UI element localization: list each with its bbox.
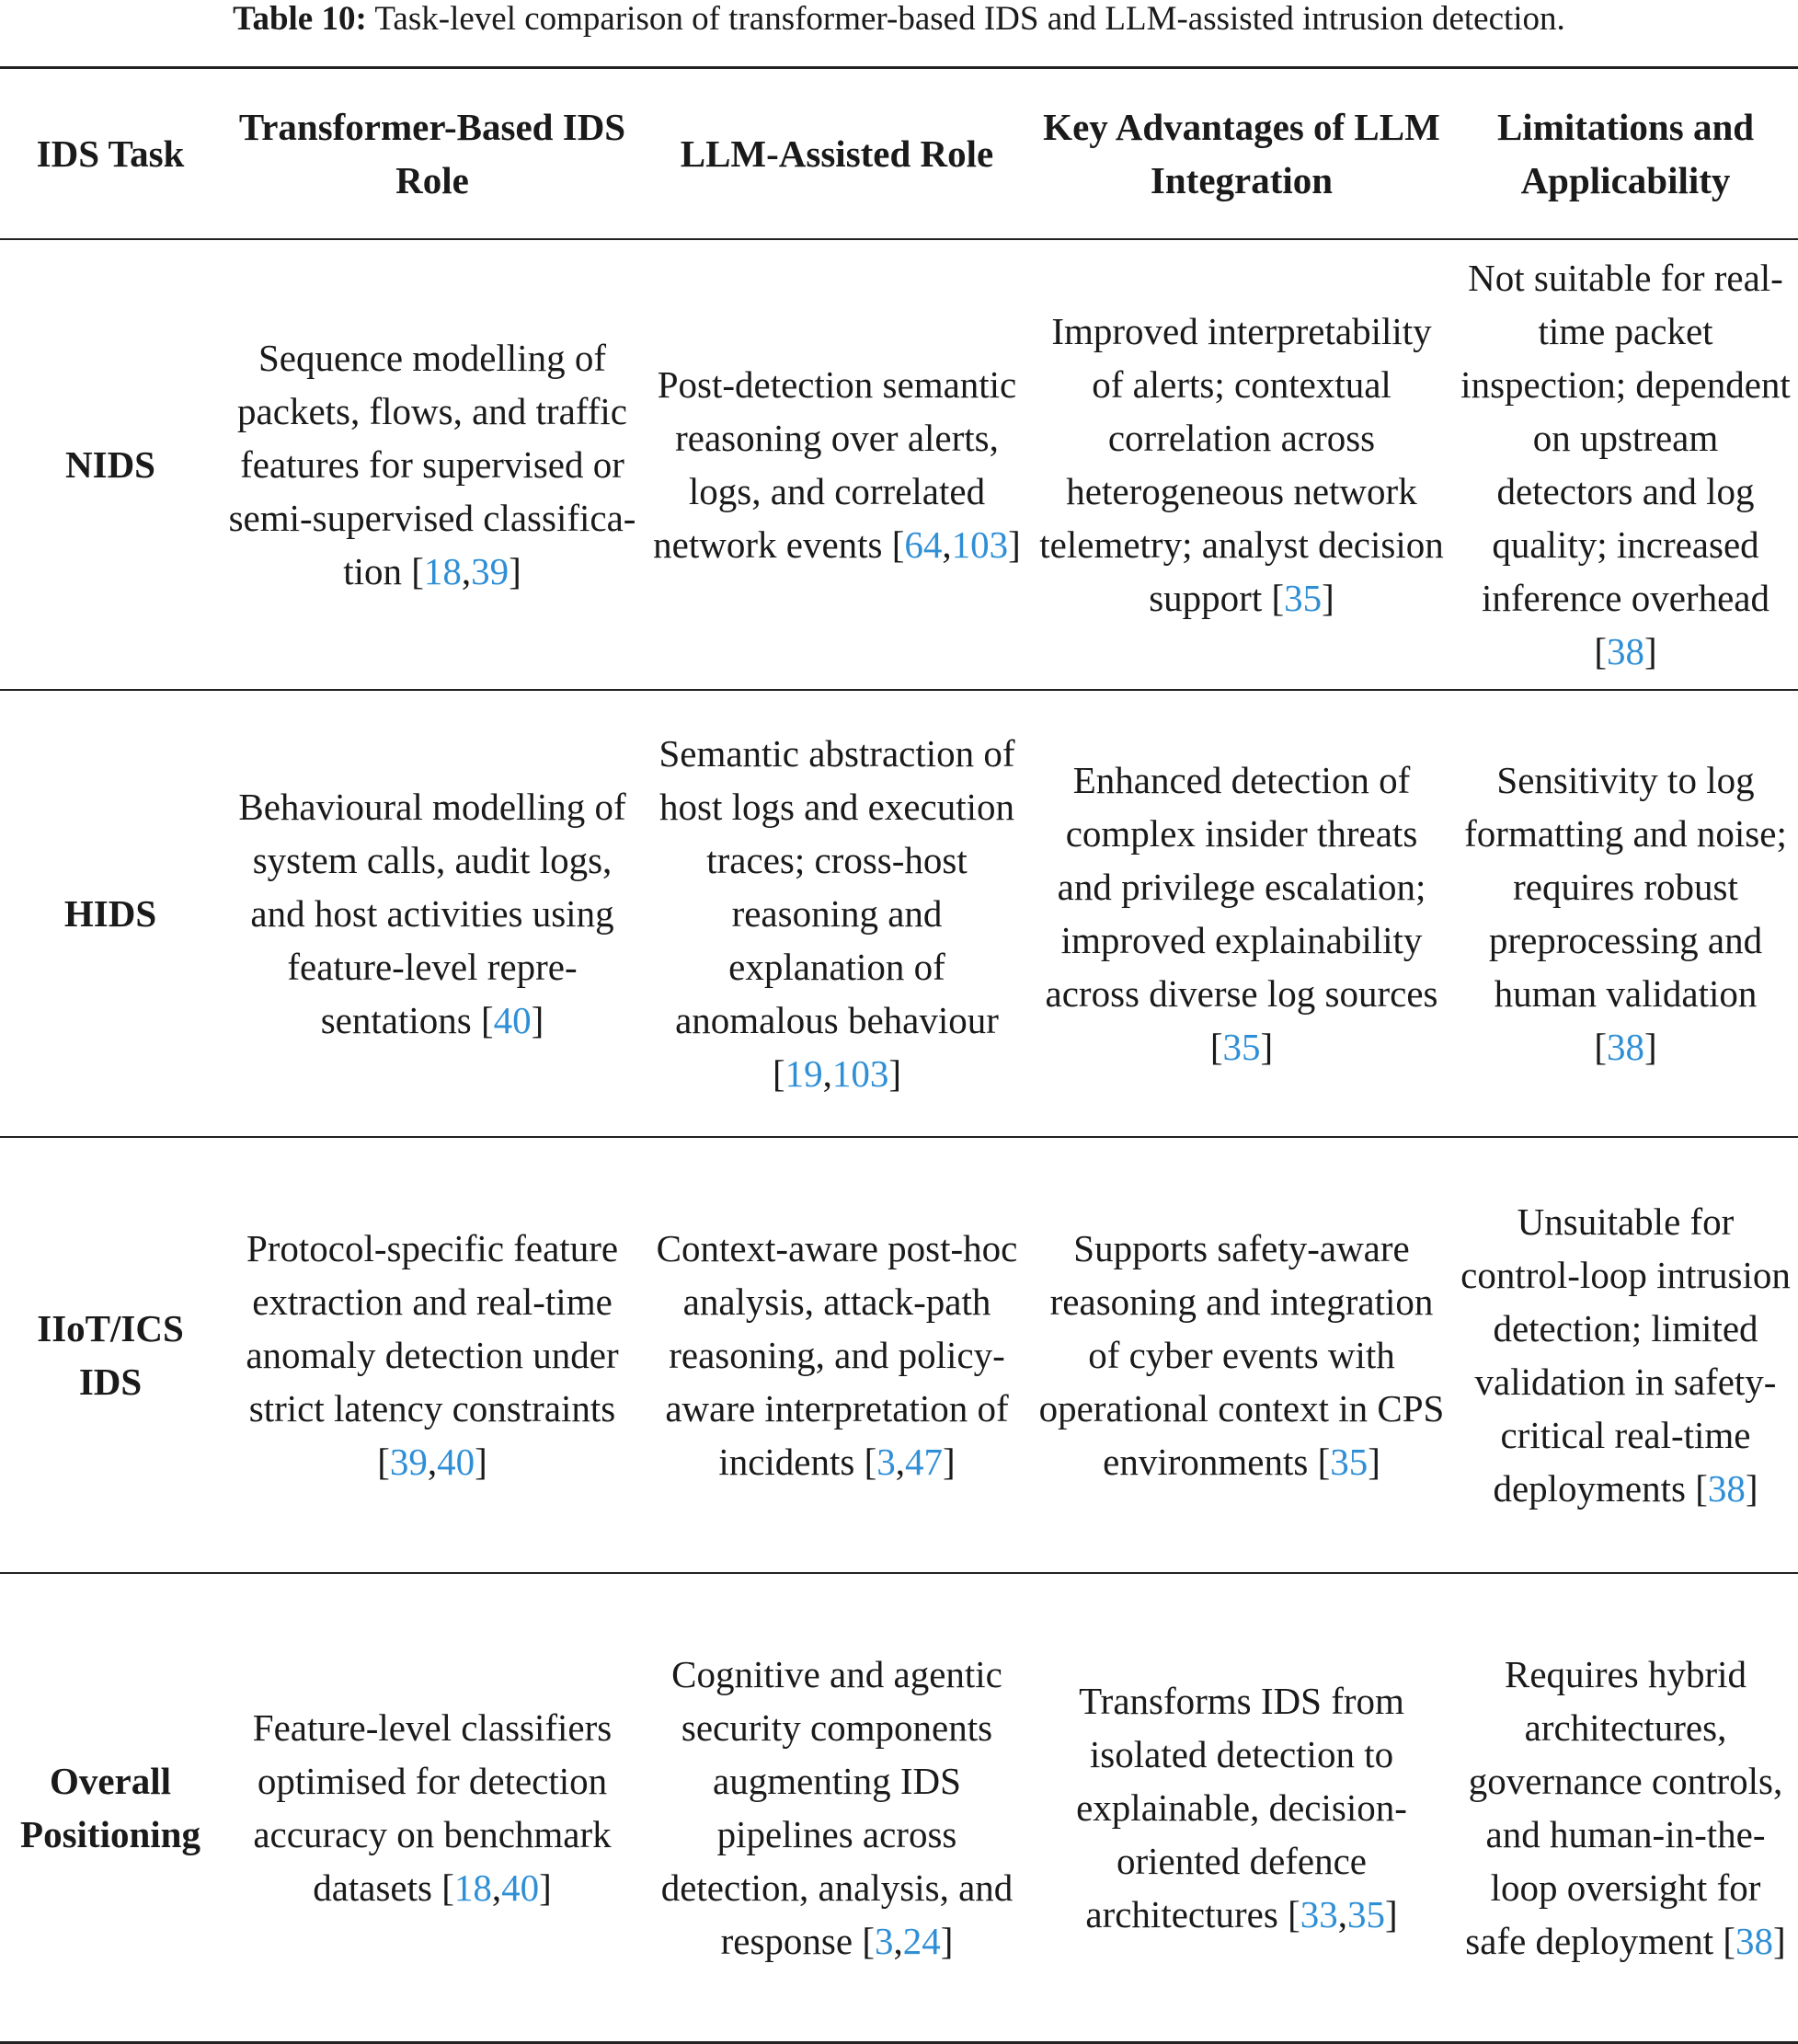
citation-link[interactable]: 35 — [1346, 1893, 1385, 1935]
citation-link[interactable]: 40 — [437, 1441, 475, 1483]
limitations-cell: Sensitivity to log formatting and noise; requires robust preprocessing and human validation [38] — [1464, 759, 1787, 1068]
cell-text: Sensitivity to log formatting and noise; requires robust preprocessing and human validation — [1464, 759, 1787, 1015]
caption-label: Table 10: — [233, 0, 367, 38]
citation-link[interactable]: 24 — [902, 1920, 941, 1962]
citation-link[interactable]: 19 — [784, 1052, 823, 1095]
llm-role-cell: Context-aware post-hoc analysis, attack-path reasoning, and policy-aware interpretation of incidents [3,47] — [656, 1227, 1018, 1483]
table-row — [0, 239, 1798, 690]
citation-link[interactable]: 47 — [905, 1441, 944, 1483]
advantages-cell: Supports safety-aware reasoning and integration of cyber events with operational context in CPS environments [35] — [1038, 1227, 1445, 1483]
cell-text: Unsuitable for control-loop intrusion detection; limited validation in safety-critical real-time deployments — [1460, 1200, 1791, 1510]
citation-link[interactable]: 35 — [1284, 577, 1323, 619]
llm-role-cell: Post-detection semantic reasoning over alerts, logs, and correlated network events [64,103] — [653, 363, 1021, 566]
cell-text: Protocol-specific feature extraction and real-time anomaly detection under strict latency constraints — [246, 1227, 619, 1430]
citation-link[interactable]: 38 — [1607, 630, 1644, 672]
cell-text: Supports safety-aware reasoning and integration of cyber events with operational context in CPS environments — [1038, 1227, 1445, 1483]
advantages-cell: Improved interpretability of alerts; contextual correlation across heterogeneous network telemetry; analyst decision support [35] — [1039, 310, 1444, 619]
citation-link[interactable]: 40 — [501, 1866, 540, 1909]
citation-link[interactable]: 40 — [493, 999, 532, 1041]
citation-link[interactable]: 18 — [453, 1866, 492, 1909]
cell-text: Not suitable for real-time packet inspection; dependent on upstream detectors and log quality; increased inference overhead — [1460, 257, 1791, 619]
citation-link[interactable]: 3 — [874, 1920, 894, 1962]
llm-role-cell: Cognitive and agentic security components augmenting IDS pipelines across detection, analysis, and response [3,24] — [660, 1653, 1014, 1962]
header-transformer-role: Transformer-Based IDS Role — [238, 106, 626, 201]
task-cell: IIoT/ICS IDS — [37, 1307, 184, 1403]
header-llm-role: LLM-Assisted Role — [680, 132, 994, 175]
transformer-role-cell: Sequence modelling of packets, flows, and traffic features for supervised or semi-supervised classifica-tion [18,39] — [228, 337, 636, 592]
table-row — [0, 690, 1798, 1137]
cell-text: Requires hybrid architectures, governance controls, and human-in-the-loop oversight for safe deployment — [1465, 1653, 1783, 1962]
citation-link[interactable]: 33 — [1300, 1893, 1338, 1935]
cell-text: Post-detection semantic reasoning over alerts, logs, and correlated network events — [653, 363, 1017, 566]
comparison-table-container — [0, 66, 1798, 2044]
task-cell: Overall Positioning — [20, 1760, 200, 1855]
citation-link[interactable]: 38 — [1607, 1026, 1644, 1068]
comparison-table — [0, 66, 1798, 2044]
advantages-cell: Transforms IDS from isolated detection to explainable, decision-oriented defence architectures [33,35] — [1076, 1680, 1407, 1935]
cell-text: Feature-level classifiers optimised for detection accuracy on benchmark datasets — [252, 1706, 613, 1909]
cell-text: Context-aware post-hoc analysis, attack-path reasoning, and policy-aware interpretation of incidents — [656, 1227, 1018, 1483]
citation-link[interactable]: 64 — [904, 523, 943, 566]
header-key-advantages: Key Advantages of LLM Integration — [1043, 106, 1440, 201]
transformer-role-cell: Feature-level classifiers optimised for detection accuracy on benchmark datasets [18,40] — [252, 1706, 613, 1909]
citation-link[interactable]: 103 — [951, 523, 1009, 566]
task-cell: NIDS — [65, 443, 155, 486]
citation-link[interactable]: 39 — [471, 550, 510, 592]
header-limitations: Limitations and Applicability — [1496, 106, 1755, 201]
transformer-role-cell: Behavioural modelling of system calls, audit logs, and host activities using feature-level repre-sentations [40] — [238, 786, 626, 1041]
cell-text: Sequence modelling of packets, flows, and traffic features for supervised or semi-supervised classifica-tion — [228, 337, 636, 592]
table-row — [0, 1137, 1798, 1573]
cell-text: Cognitive and agentic security components augmenting IDS pipelines across detection, analysis, and response — [660, 1653, 1014, 1962]
citation-link[interactable]: 18 — [423, 550, 462, 592]
task-cell: HIDS — [63, 892, 157, 935]
citation-link[interactable]: 3 — [876, 1441, 896, 1483]
transformer-role-cell: Protocol-specific feature extraction and real-time anomaly detection under strict latency constraints [39,40] — [246, 1227, 619, 1483]
table-caption — [0, 0, 1798, 39]
cell-text: Behavioural modelling of system calls, audit logs, and host activities using feature-level repre-sentations — [238, 786, 626, 1041]
cell-text: Semantic abstraction of host logs and execution traces; cross-host reasoning and explanation of anomalous behaviour — [659, 732, 1015, 1041]
citation-link[interactable]: 103 — [831, 1052, 889, 1095]
citation-link[interactable]: 35 — [1222, 1026, 1261, 1068]
header-row — [0, 68, 1798, 240]
cell-text: Improved interpretability of alerts; contextual correlation across heterogeneous network telemetry; analyst decision support — [1039, 310, 1444, 619]
table-row — [0, 1573, 1798, 2043]
llm-role-cell: Semantic abstraction of host logs and execution traces; cross-host reasoning and explanation of anomalous behaviour [19,103] — [659, 732, 1015, 1095]
citation-link[interactable]: 38 — [1735, 1920, 1774, 1962]
limitations-cell: Requires hybrid architectures, governance controls, and human-in-the-loop oversight for safe deployment [38] — [1465, 1653, 1786, 1962]
limitations-cell: Unsuitable for control-loop intrusion detection; limited validation in safety-critical real-time deployments [38] — [1460, 1200, 1791, 1510]
citation-link[interactable]: 39 — [389, 1441, 428, 1483]
advantages-cell: Enhanced detection of complex insider threats and privilege escalation; improved explainability across diverse log sources [35] — [1045, 759, 1438, 1068]
citation-link[interactable]: 35 — [1330, 1441, 1369, 1483]
caption-text: Task-level comparison of transformer-based IDS and LLM-assisted intrusion detection. — [374, 0, 1565, 38]
citation-link[interactable]: 38 — [1707, 1467, 1746, 1510]
cell-text: Enhanced detection of complex insider threats and privilege escalation; improved explainability across diverse log sources — [1045, 759, 1438, 1015]
cell-text: Transforms IDS from isolated detection to explainable, decision-oriented defence architectures — [1076, 1680, 1407, 1935]
limitations-cell: Not suitable for real-time packet inspection; dependent on upstream detectors and log quality; increased inference overhead [38] — [1460, 257, 1791, 672]
header-ids-task: IDS Task — [36, 132, 185, 175]
